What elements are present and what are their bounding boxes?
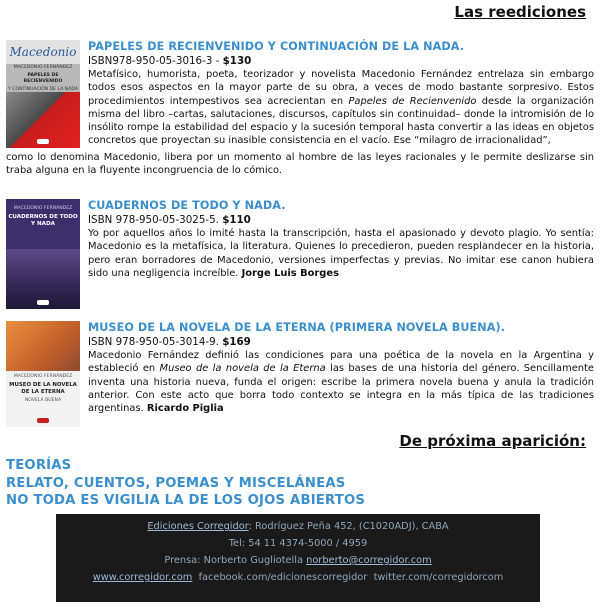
cover-author: MACEDONIO FERNÁNDEZ — [13, 374, 73, 379]
desc-italic-title: Museo de la novela de la Eterna — [159, 363, 326, 375]
cover-author: MACEDONIO FERNÁNDEZ — [13, 206, 73, 211]
book-description — [88, 68, 594, 148]
publisher-link[interactable]: Ediciones Corregidor — [147, 521, 249, 532]
address-text: : Rodríguez Peña 452, (C1020ADJ), CABA — [248, 521, 449, 532]
book-cover-papeles — [6, 40, 80, 148]
book-isbn — [88, 336, 594, 348]
quote-author: Ricardo Piglia — [146, 403, 224, 415]
cover-title: CUADERNOS DE TODO Y NADA — [8, 214, 78, 227]
press-label: Prensa: Norberto Gugliotella — [164, 555, 307, 566]
cover-title: MUSEO DE LA NOVELA DE LA ETERNA — [9, 382, 77, 395]
quote-author: Jorge Luis Borges — [241, 267, 339, 279]
upcoming-item: RELATO, CUENTOS, POEMAS Y MISCELÁNEAS — [6, 475, 346, 491]
publisher-logo-icon — [37, 139, 49, 144]
footer-links-line — [56, 569, 540, 586]
book-description — [88, 227, 594, 280]
book-title[interactable]: CUADERNOS DE TODO Y NADA. — [88, 199, 286, 212]
footer-press-line — [56, 552, 540, 569]
publisher-logo-icon — [37, 418, 49, 423]
desc-part: Yo por aquellos años lo imité hasta la transcripción, hasta el apasionado y devoto plagio. Yo sentía: Macedonio es la metafísica, la literatura. Quienes lo precedieron, pueden resplandecer en la historia, pero eran borradores de Macedonio, versiones imperfectas y previas. No imitar ese canon hubiera sido una negligencia increíble. — [88, 228, 594, 279]
cover-subtitle: Y CONTINUACIÓN DE LA NADA — [8, 87, 78, 92]
reissues-heading: Las reediciones — [454, 3, 586, 21]
desc-italic-title: Papeles de Recienvenido — [348, 95, 477, 107]
isbn-text: ISBN 978-950-05-3025-5. — [88, 214, 223, 226]
publisher-footer — [56, 514, 540, 602]
footer-address-line — [56, 518, 540, 535]
website-link[interactable]: www.corregidor.com — [92, 572, 193, 583]
book-cover-cuadernos — [6, 199, 80, 309]
cover-title: PAPELES DE RECIENVENIDO — [23, 73, 63, 84]
book-cuadernos — [6, 199, 594, 311]
book-cover-museo — [6, 321, 80, 427]
isbn-text: ISBN978-950-05-3016-3 - — [88, 55, 223, 67]
book-price: $169 — [222, 336, 251, 348]
book-isbn — [88, 55, 594, 67]
publisher-logo-icon — [37, 300, 49, 305]
cover-brand-text: Macedonio — [6, 40, 80, 64]
book-title[interactable]: MUSEO DE LA NOVELA DE LA ETERNA (PRIMERA NOVELA BUENA). — [88, 321, 506, 334]
desc-part: Metafísico, humorista, poeta, teorizador y novelista Macedonio Fernández entrelaza sin embargo todos esos aspectos en la mayor parte de su obra, a veces de modo bastante sorpresivo. Estos procedimientos intempestivos sea acrecientan en — [88, 69, 594, 107]
book-title[interactable]: PAPELES DE RECIENVENIDO Y CONTINUACIÓN DE LA NADA. — [88, 40, 465, 53]
book-museo — [6, 321, 594, 433]
cover-author: MACEDONIO FERNÁNDEZ — [13, 65, 73, 70]
cover-portrait-image — [6, 321, 80, 371]
press-email-link[interactable]: norberto@corregidor.com — [306, 555, 432, 566]
isbn-text: ISBN 978-950-05-3014-9. — [88, 336, 223, 348]
upcoming-item: TEORÍAS — [6, 458, 72, 473]
twitter-link[interactable]: twitter.com/corregidorcom — [373, 572, 504, 583]
desc-part: desde la organización misma del libro –cartas, salutaciones, discursos, capítulos sin continuidad– donde la intromisión de lo insólito rompe la estabilidad del espacio y la sucesión temporal hasta convertir a las ideas en objetos concretos que proyectan su inasible consistencia en el vacío. Ese “milagro de irracionalidad”, — [88, 95, 594, 147]
book-price: $110 — [222, 214, 251, 226]
upcoming-heading: De próxima aparición: — [399, 432, 586, 450]
footer-phone: Tel: 54 11 4374-5000 / 4959 — [228, 538, 368, 549]
book-description — [88, 349, 594, 415]
upcoming-list — [6, 457, 365, 510]
desc-part: Macedonio Fernández definió las condiciones para una poética de la novela en la Argentina y estableció en — [88, 350, 594, 375]
book-papeles — [6, 40, 594, 152]
book-description-continued: como lo denomina Macedonio, libera por un momento al hombre de las leyes racionales y le permite deslizarse sin traba alguna en la fluyente incongruencia de lo cómico. — [6, 152, 594, 177]
upcoming-item: NO TODA ES VIGILIA LA DE LOS OJOS ABIERTOS — [6, 493, 366, 508]
book-price: $130 — [222, 55, 252, 67]
cover-subtitle: NOVELA BUENA — [24, 398, 62, 403]
desc-part: las bases de una historia del género. Sencillamente inventa una historia nueva, funda el origen: escribe la primera novela buena y anula la tradición anterior. Con este acto que borra todo contexto se integra en la más típica de las tradiciones argentinas. — [88, 363, 594, 415]
facebook-link[interactable]: facebook.com/edicionescorregidor — [198, 572, 368, 583]
book-isbn — [88, 214, 594, 226]
